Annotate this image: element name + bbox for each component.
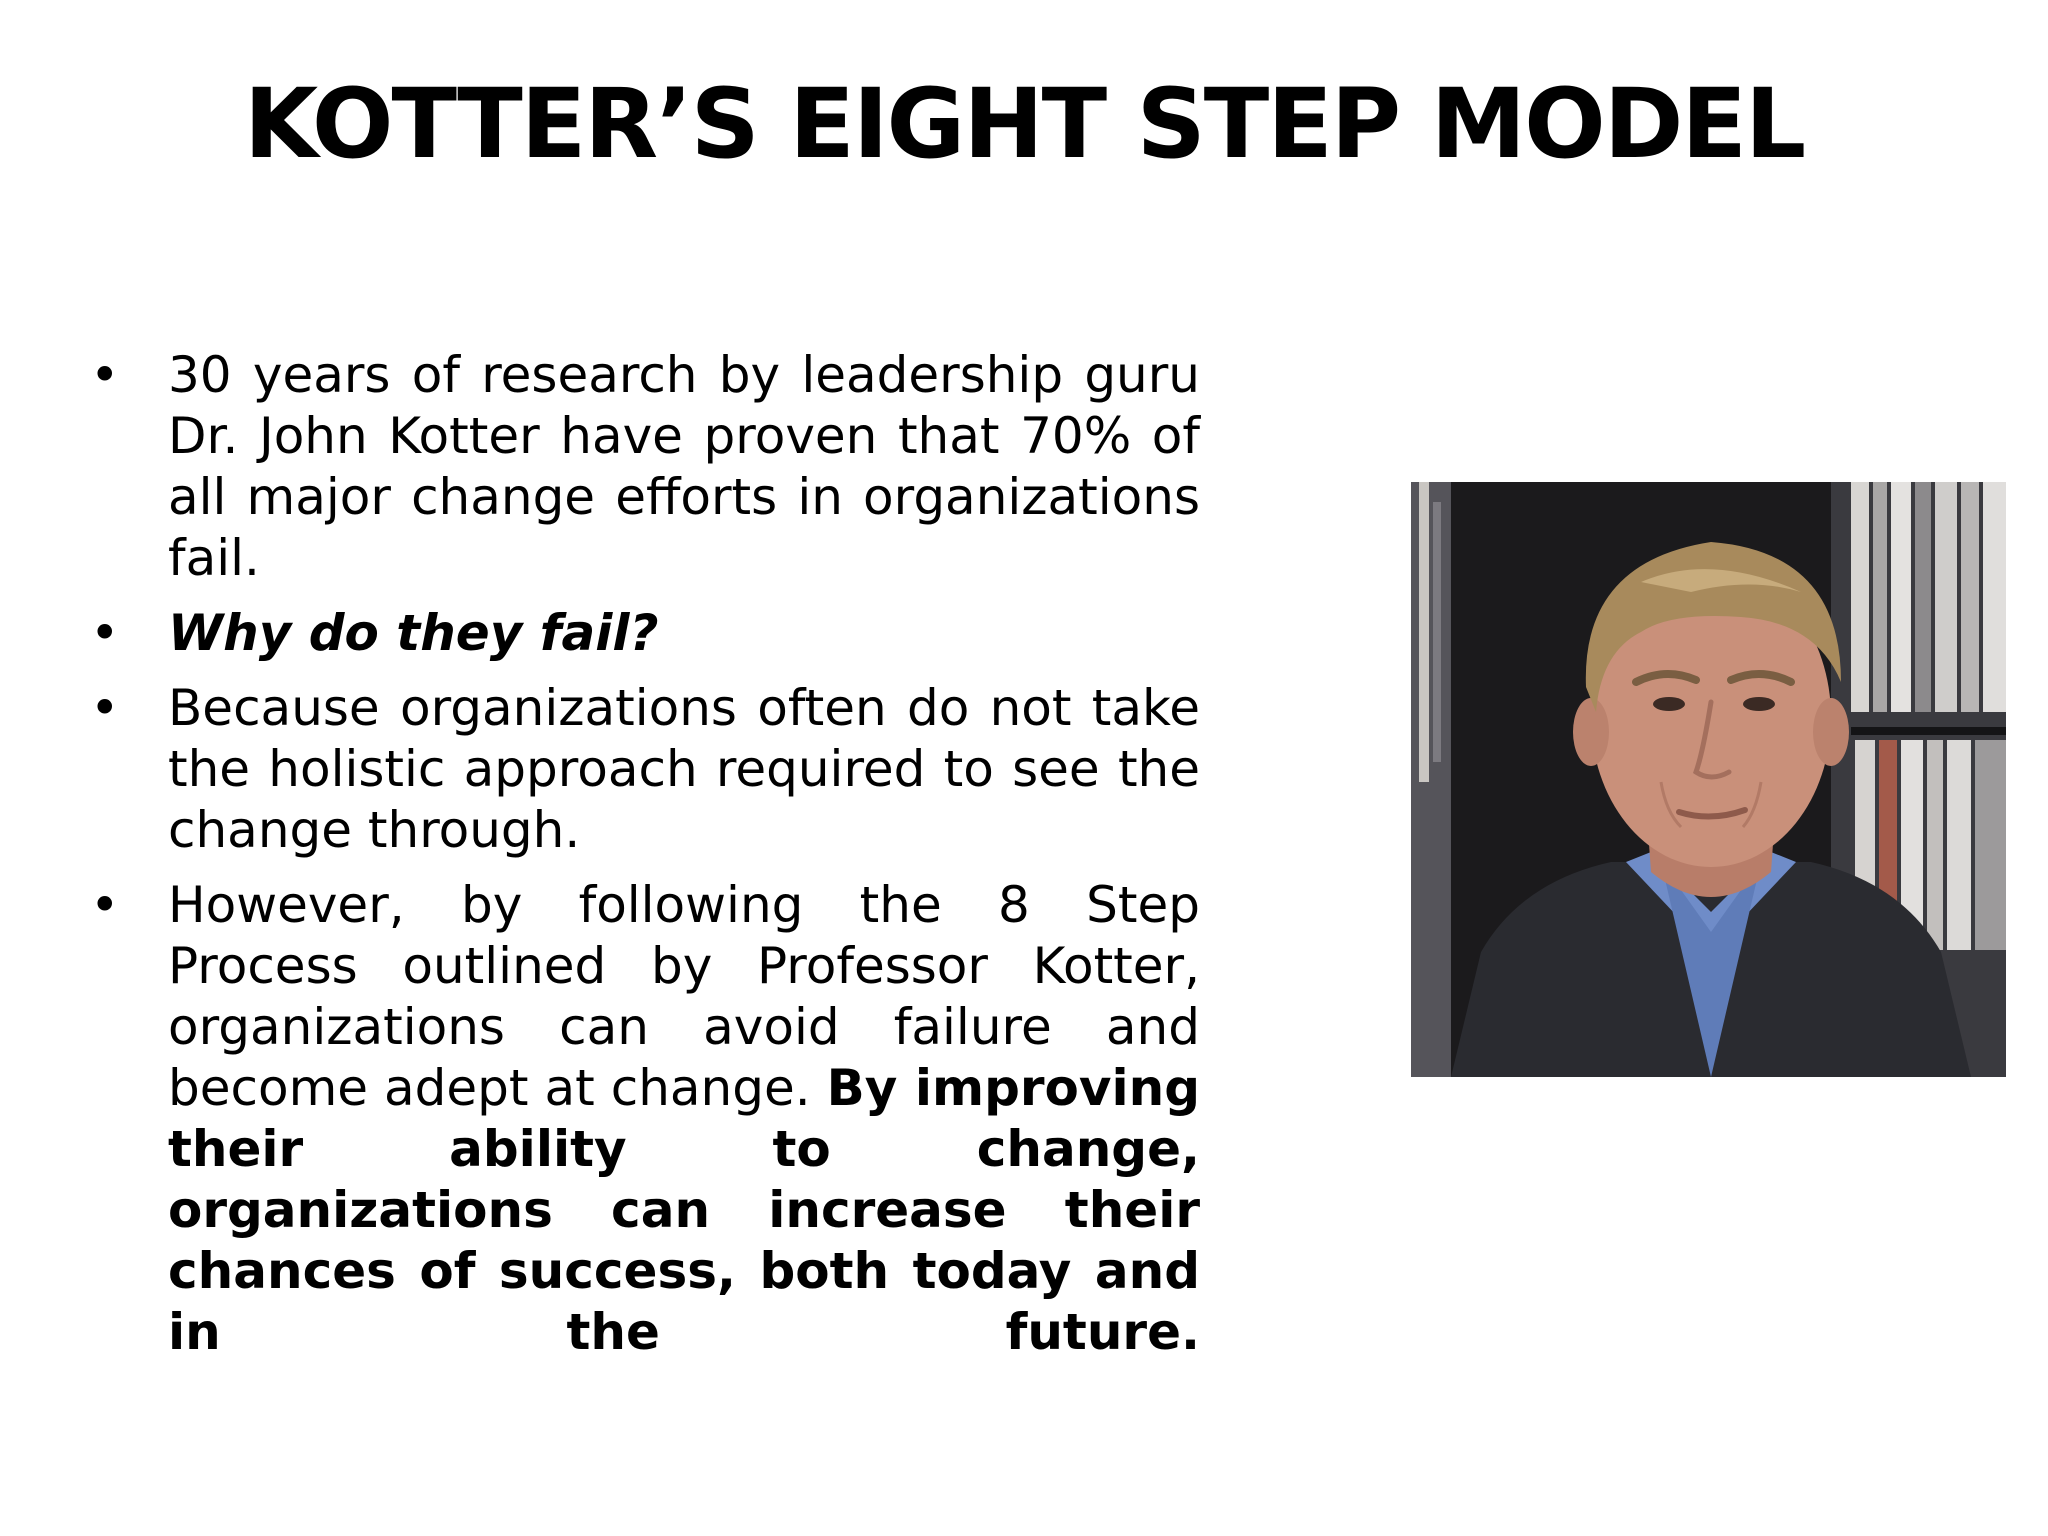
bullet-text: Because organizations often do not take the holistic approach required to see the change through. [168, 679, 1200, 859]
portrait-photo [1411, 482, 2006, 1077]
bullet-list [90, 345, 1200, 1377]
bullet-item-solution [90, 875, 1200, 1363]
bullet-item-reason [90, 678, 1200, 861]
bullet-text: However, by following the 8 Step Process outlined by Professor Kotter, organizations can avoid failure and become adept at change. [168, 876, 1200, 1117]
bullet-icon: • [90, 679, 120, 737]
bullet-icon: • [90, 876, 120, 934]
bullet-text: Why do they fail? [168, 604, 659, 662]
bullet-text: 30 years of research by leadership guru Dr. John Kotter have proven that 70% of all major change efforts in organizations fail. [168, 346, 1200, 587]
slide-title: KOTTER’S EIGHT STEP MODEL [243, 68, 1805, 180]
bullet-bold-text: By improving their ability to change, organizations can increase their chances of success, both today and in the future. [168, 1059, 1200, 1361]
portrait-illustration [1411, 482, 2006, 1077]
bullet-item-question [90, 603, 1200, 664]
bullet-icon: • [90, 346, 120, 404]
bullet-item-research [90, 345, 1200, 589]
bullet-icon: • [90, 604, 120, 662]
